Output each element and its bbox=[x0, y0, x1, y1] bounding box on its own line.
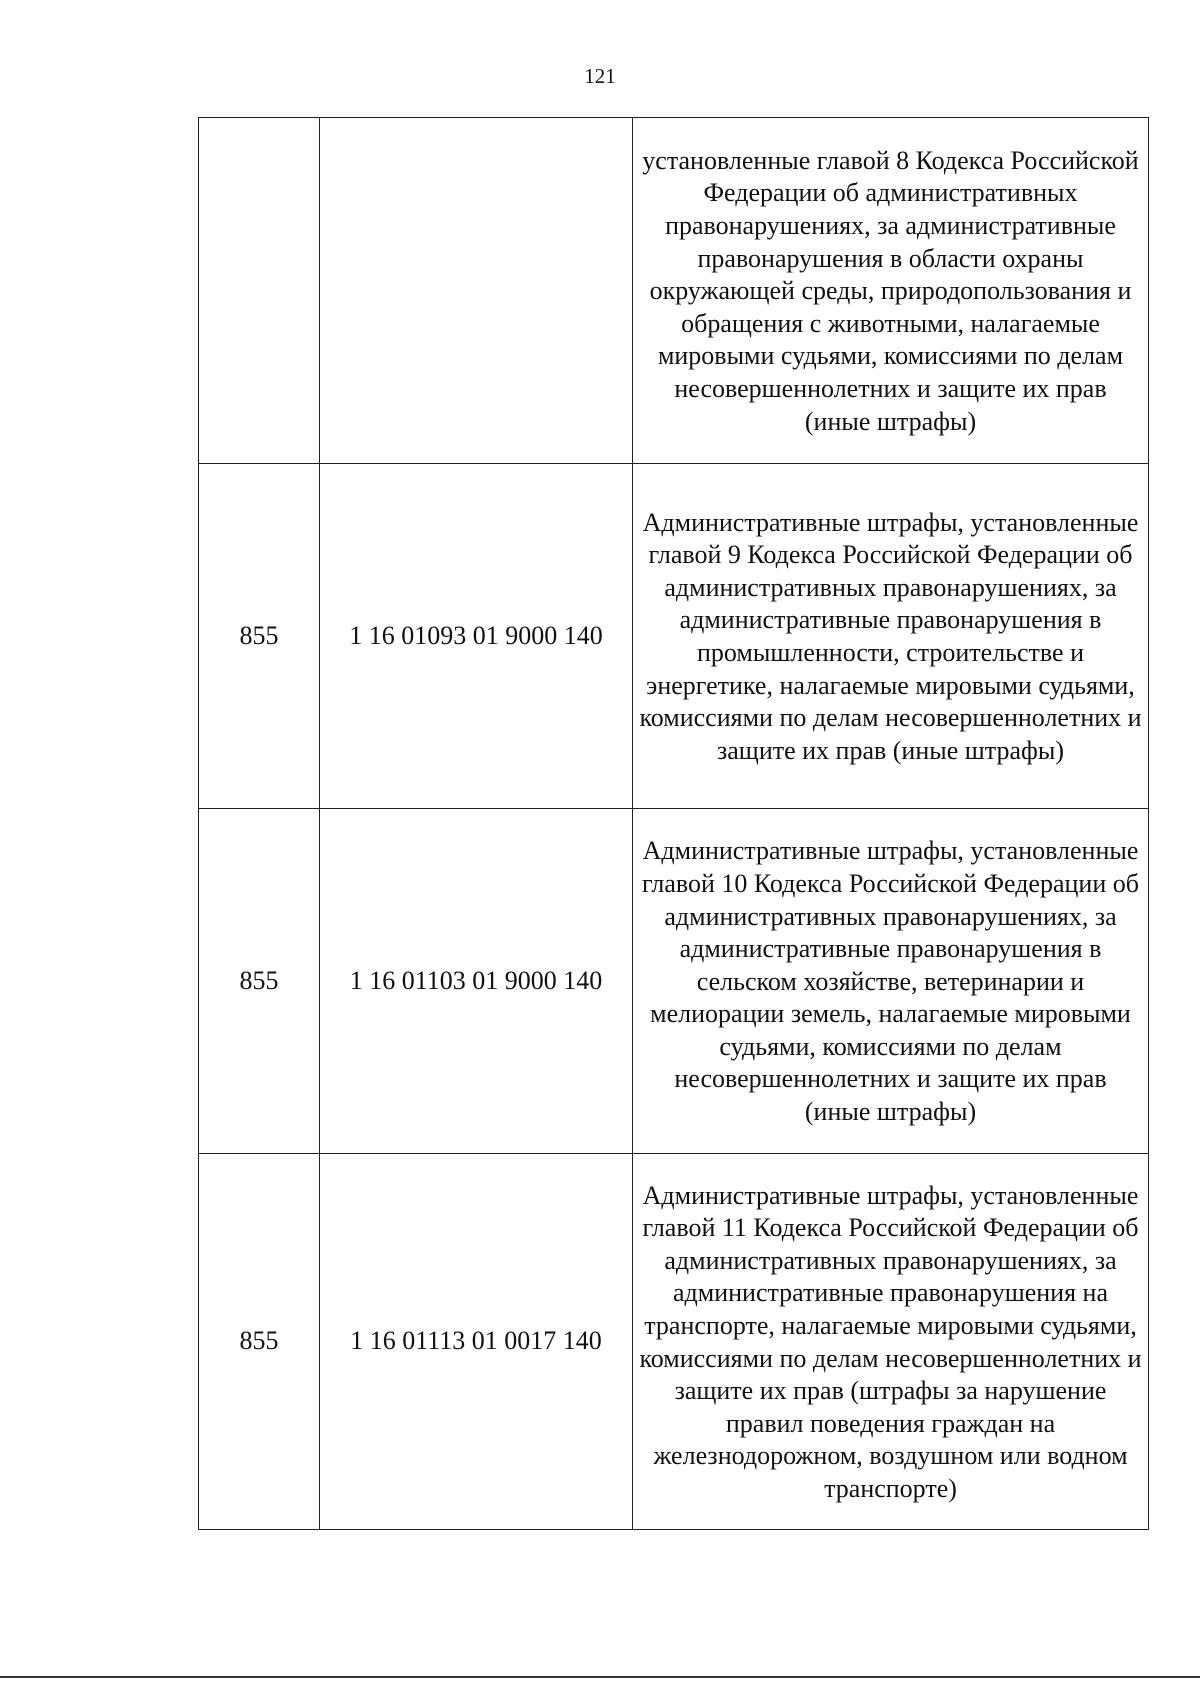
table-row bbox=[199, 809, 1149, 1154]
footer-divider bbox=[0, 1676, 1200, 1678]
description-cell bbox=[633, 464, 1149, 809]
budget-code-cell: 1 16 01103 01 9000 140 bbox=[320, 809, 633, 1154]
budget-classification-table bbox=[198, 117, 1149, 1530]
table-row bbox=[199, 464, 1149, 809]
budget-code-cell: 1 16 01113 01 0017 140 bbox=[320, 1154, 633, 1530]
description-text: установленные главой 8 Кодекса Российской Федерации об административных правонарушениях, за административные правонарушения в области охраны окружающей среды, природопользования и обращения с животными, налагаемые мировыми судьями, комиссиями по делам несовершеннолетних и защите их прав (иные штрафы) bbox=[642, 145, 1139, 436]
admin-code-cell: 855 bbox=[199, 464, 320, 809]
admin-code-cell: 855 bbox=[199, 1154, 320, 1530]
table-row bbox=[199, 118, 1149, 464]
budget-code-cell: 1 16 01093 01 9000 140 bbox=[320, 464, 633, 809]
description-cell bbox=[633, 1154, 1149, 1530]
page-number: 121 bbox=[584, 64, 616, 88]
admin-code-cell bbox=[199, 118, 320, 464]
table-row bbox=[199, 1154, 1149, 1530]
admin-code-cell: 855 bbox=[199, 809, 320, 1154]
description-text: Административные штрафы, установленные главой 9 Кодекса Российской Федерации об административных правонарушениях, за административные правонарушения в промышленности, строительстве и энергетике, налагаемые мировыми судьями, комиссиями по делам несовершеннолетних и защите их прав (иные штрафы) bbox=[639, 507, 1142, 765]
description-cell bbox=[633, 118, 1149, 464]
budget-code-cell bbox=[320, 118, 633, 464]
description-text: Административные штрафы, установленные главой 10 Кодекса Российской Федерации об административных правонарушениях, за административные правонарушения в сельском хозяйстве, ветеринарии и мелиорации земель, налагаемые мировыми судьями, комиссиями по делам несовершеннолетних и защите их прав (иные штрафы) bbox=[642, 836, 1139, 1127]
description-cell bbox=[633, 809, 1149, 1154]
description-text: Административные штрафы, установленные главой 11 Кодекса Российской Федерации об административных правонарушениях, за административные правонарушения на транспорте, налагаемые мировыми судьями, комиссиями по делам несовершеннолетних и защите их прав (штрафы за нарушение правил поведения граждан на железнодорожном, воздушном или водном транспорте) bbox=[639, 1180, 1142, 1503]
